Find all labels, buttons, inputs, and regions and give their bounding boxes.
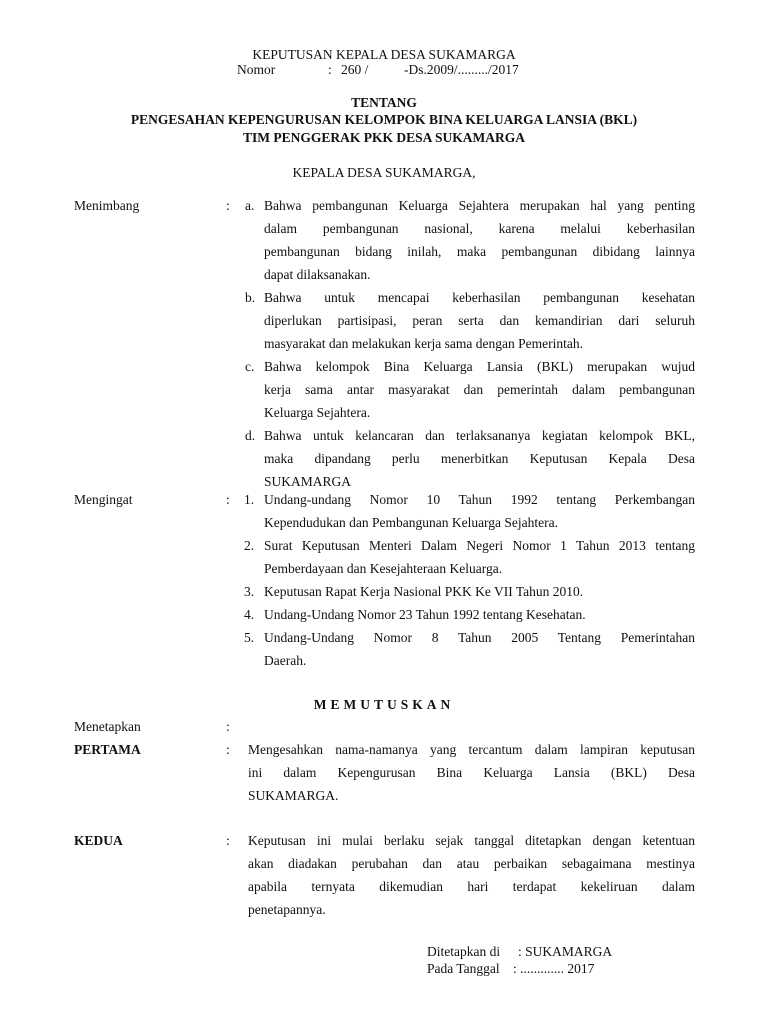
- list-item-marker: 1.: [244, 492, 255, 507]
- text-line: Keputusan Rapat Kerja Nasional PKK Ke VII Tahun 2010.: [264, 584, 584, 599]
- text-line: ini dalam Kepengurusan Bina Keluarga Lansia (BKL) Desa: [248, 765, 695, 780]
- menimbang-colon: :: [226, 198, 230, 213]
- text-line: SUKAMARGA: [264, 474, 352, 489]
- menetapkan-label: Menetapkan: [74, 719, 141, 734]
- text-line: SUKAMARGA.: [248, 788, 339, 803]
- list-item-marker: a.: [245, 198, 255, 213]
- text-line: Keluarga Sejahtera.: [264, 405, 371, 420]
- mengingat-colon: :: [226, 492, 230, 507]
- text-line: penetapannya.: [248, 902, 326, 917]
- pertama-text: [248, 738, 695, 807]
- pertama-label: PERTAMA: [74, 742, 141, 757]
- text-line: dalam pembangunan nasional, karena melalui keberhasilan: [264, 221, 695, 236]
- list-item: [264, 580, 695, 603]
- kepala-desa-heading: KEPALA DESA SUKAMARGA,: [292, 165, 476, 180]
- subject-line-1: PENGESAHAN KEPENGURUSAN KELOMPOK BINA KELUARGA LANSIA (BKL): [130, 112, 638, 127]
- tanggal-value: : ............. 2017: [513, 961, 595, 976]
- text-line: dapat dilaksanakan.: [264, 267, 371, 282]
- nomor-value: 260 /: [341, 62, 369, 77]
- text-line: akan diadakan perubahan dan atau perbaikan sebagaimana mestinya: [248, 856, 695, 871]
- text-line: Keputusan ini mulai berlaku sejak tanggal ditetapkan dengan ketentuan: [248, 833, 695, 848]
- text-line: Bahwa untuk mencapai keberhasilan pembangunan kesehatan: [264, 290, 695, 305]
- ditetapkan-value: : SUKAMARGA: [518, 944, 613, 959]
- menetapkan-colon: :: [226, 719, 230, 734]
- list-item: [264, 355, 695, 424]
- list-item: [264, 534, 695, 580]
- ditetapkan-label: Ditetapkan di: [427, 944, 501, 959]
- list-item-marker: b.: [245, 290, 256, 305]
- text-line: Bahwa kelompok Bina Keluarga Lansia (BKL) merupakan wujud: [264, 359, 695, 374]
- kedua-colon: :: [226, 833, 230, 848]
- text-line: maka dipandang perlu menerbitkan Keputusan Kepala Desa: [264, 451, 695, 466]
- list-item: [264, 286, 695, 355]
- text-line: Pemberdayaan dan Kesejahteraan Keluarga.: [264, 561, 503, 576]
- list-item: [264, 194, 695, 286]
- subject-line-2: TIM PENGGERAK PKK DESA SUKAMARGA: [242, 130, 526, 145]
- list-item-marker: 5.: [244, 630, 255, 645]
- nomor-suffix: -Ds.2009/........./2017: [404, 62, 519, 77]
- text-line: diperlukan partisipasi, peran serta dan kemandirian dari seluruh: [264, 313, 695, 328]
- document-title: KEPUTUSAN KEPALA DESA SUKAMARGA: [252, 47, 516, 62]
- text-line: Daerah.: [264, 653, 307, 668]
- list-item-marker: c.: [245, 359, 255, 374]
- text-line: apabila ternyata dikemudian hari terdapat kekeliruan dalam: [248, 879, 695, 894]
- text-line: Undang-Undang Nomor 8 Tahun 2005 Tentang Pemerintahan: [264, 630, 695, 645]
- text-line: Bahwa pembangunan Keluarga Sejahtera merupakan hal yang penting: [264, 198, 695, 213]
- list-item: [264, 488, 695, 534]
- list-item: [264, 424, 695, 493]
- mengingat-label: Mengingat: [74, 492, 133, 507]
- tanggal-label: Pada Tanggal: [427, 961, 500, 976]
- nomor-colon: :: [328, 62, 332, 77]
- text-line: Mengesahkan nama-namanya yang tercantum dalam lampiran keputusan: [248, 742, 695, 757]
- text-line: kerja sama antar masyarakat dan pemerintah dalam pembangunan: [264, 382, 695, 397]
- pertama-colon: :: [226, 742, 230, 757]
- text-line: Kependudukan dan Pembangunan Keluarga Sejahtera.: [264, 515, 559, 530]
- menimbang-label: Menimbang: [74, 198, 140, 213]
- text-line: Undang-Undang Nomor 23 Tahun 1992 tentang Kesehatan.: [264, 607, 586, 622]
- kedua-label: KEDUA: [74, 833, 123, 848]
- memutuskan-heading: MEMUTUSKAN: [313, 697, 455, 712]
- tentang-label: TENTANG: [351, 95, 417, 110]
- list-item: [264, 603, 695, 626]
- text-line: Surat Keputusan Menteri Dalam Negeri Nomor 1 Tahun 2013 tentang: [264, 538, 695, 553]
- list-item-marker: 4.: [244, 607, 255, 622]
- text-line: pembangunan bidang inilah, maka pembangunan dibidang lainnya: [264, 244, 695, 259]
- text-line: Bahwa untuk kelancaran dan terlaksananya kegiatan kelompok BKL,: [264, 428, 695, 443]
- list-item: [264, 626, 695, 672]
- list-item-marker: d.: [245, 428, 256, 443]
- list-item-marker: 3.: [244, 584, 255, 599]
- nomor-label: Nomor: [237, 62, 276, 77]
- text-line: masyarakat dan melakukan kerja sama dengan Pemerintah.: [264, 336, 583, 351]
- list-item-marker: 2.: [244, 538, 255, 553]
- text-line: Undang-undang Nomor 10 Tahun 1992 tentang Perkembangan: [264, 492, 695, 507]
- kedua-text: [248, 829, 695, 921]
